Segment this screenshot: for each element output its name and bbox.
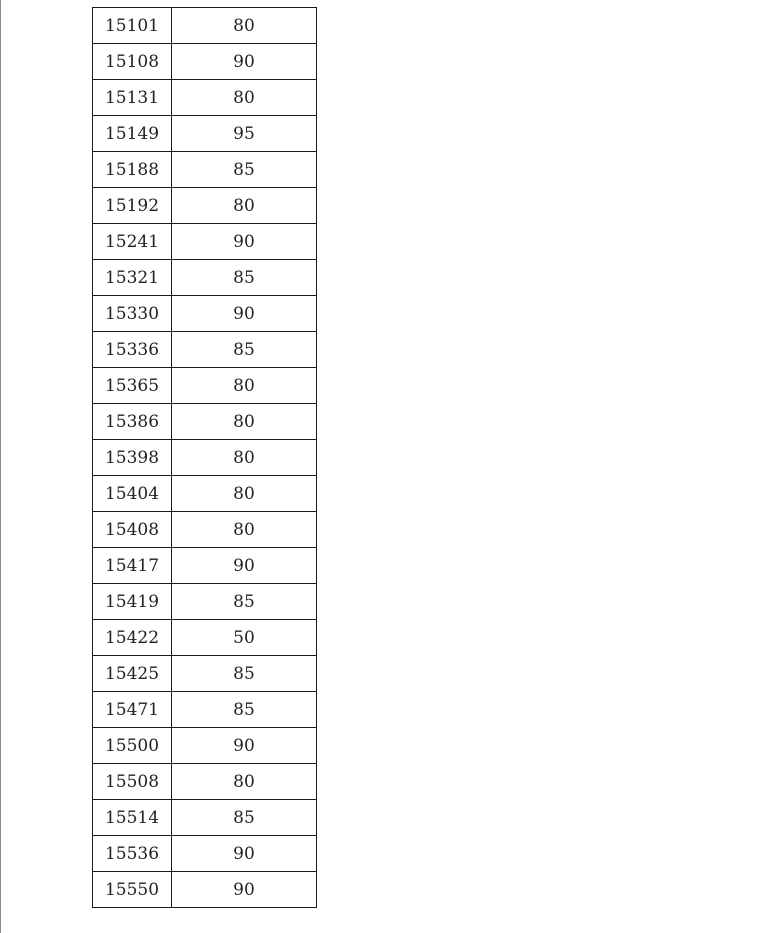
score-cell: 90 — [172, 548, 317, 584]
id-cell: 15425 — [93, 656, 172, 692]
id-cell: 15131 — [93, 80, 172, 116]
table-row — [93, 296, 317, 332]
score-cell: 80 — [172, 368, 317, 404]
table-row — [93, 620, 317, 656]
table-row — [93, 332, 317, 368]
score-cell: 80 — [172, 440, 317, 476]
score-cell: 95 — [172, 116, 317, 152]
score-cell: 90 — [172, 224, 317, 260]
table-row — [93, 584, 317, 620]
table-row — [93, 476, 317, 512]
id-cell: 15514 — [93, 800, 172, 836]
score-cell: 85 — [172, 584, 317, 620]
id-cell: 15404 — [93, 476, 172, 512]
id-cell: 15321 — [93, 260, 172, 296]
id-cell: 15241 — [93, 224, 172, 260]
score-cell: 90 — [172, 728, 317, 764]
id-cell: 15508 — [93, 764, 172, 800]
score-cell: 90 — [172, 44, 317, 80]
id-cell: 15536 — [93, 836, 172, 872]
score-cell: 80 — [172, 80, 317, 116]
score-cell: 90 — [172, 872, 317, 908]
table-row — [93, 836, 317, 872]
id-cell: 15330 — [93, 296, 172, 332]
table-row — [93, 872, 317, 908]
table-row — [93, 512, 317, 548]
id-cell: 15336 — [93, 332, 172, 368]
score-cell: 80 — [172, 8, 317, 44]
table-row — [93, 656, 317, 692]
score-cell: 90 — [172, 836, 317, 872]
table-row — [93, 116, 317, 152]
table-row — [93, 692, 317, 728]
score-cell: 85 — [172, 152, 317, 188]
table-row — [93, 44, 317, 80]
id-cell: 15101 — [93, 8, 172, 44]
score-table — [92, 7, 317, 908]
score-cell: 85 — [172, 692, 317, 728]
score-cell: 80 — [172, 404, 317, 440]
id-cell: 15500 — [93, 728, 172, 764]
id-cell: 15550 — [93, 872, 172, 908]
id-cell: 15149 — [93, 116, 172, 152]
id-cell: 15188 — [93, 152, 172, 188]
id-cell: 15417 — [93, 548, 172, 584]
id-cell: 15386 — [93, 404, 172, 440]
score-cell: 80 — [172, 188, 317, 224]
score-cell: 90 — [172, 296, 317, 332]
score-cell: 85 — [172, 800, 317, 836]
id-cell: 15419 — [93, 584, 172, 620]
id-cell: 15398 — [93, 440, 172, 476]
score-cell: 85 — [172, 332, 317, 368]
table-row — [93, 368, 317, 404]
table-row — [93, 764, 317, 800]
table-row — [93, 8, 317, 44]
table-row — [93, 224, 317, 260]
table-row — [93, 404, 317, 440]
table-row — [93, 728, 317, 764]
id-cell: 15408 — [93, 512, 172, 548]
table-row — [93, 260, 317, 296]
score-table-body — [93, 8, 317, 908]
page-left-edge — [0, 0, 1, 933]
table-row — [93, 800, 317, 836]
score-cell: 50 — [172, 620, 317, 656]
id-cell: 15365 — [93, 368, 172, 404]
score-cell: 80 — [172, 512, 317, 548]
id-cell: 15471 — [93, 692, 172, 728]
score-cell: 80 — [172, 764, 317, 800]
score-cell: 85 — [172, 656, 317, 692]
score-cell: 80 — [172, 476, 317, 512]
id-cell: 15108 — [93, 44, 172, 80]
id-cell: 15422 — [93, 620, 172, 656]
table-row — [93, 188, 317, 224]
table-row — [93, 440, 317, 476]
table-row — [93, 548, 317, 584]
score-cell: 85 — [172, 260, 317, 296]
id-cell: 15192 — [93, 188, 172, 224]
table-row — [93, 152, 317, 188]
table-row — [93, 80, 317, 116]
